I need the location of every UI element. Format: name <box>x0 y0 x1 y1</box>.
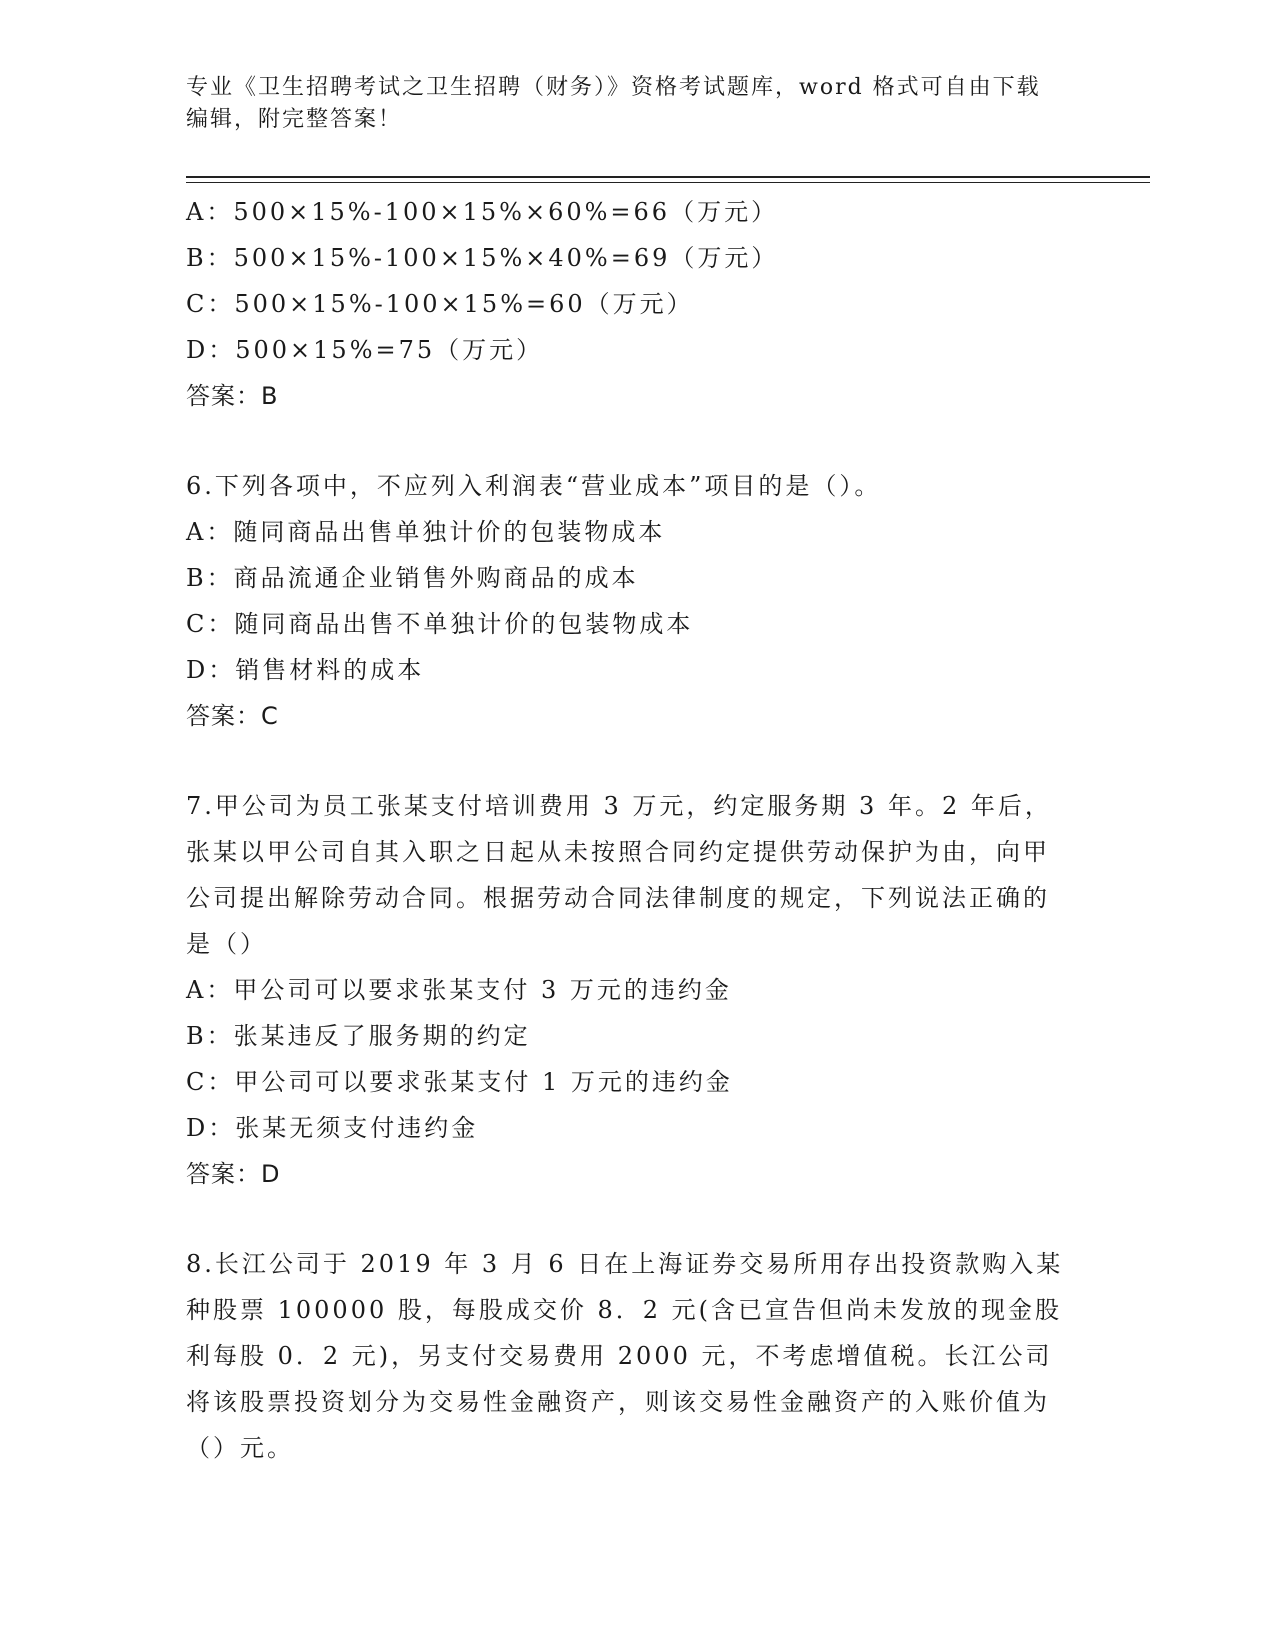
option-a: A：随同商品出售单独计价的包装物成本 <box>186 518 666 546</box>
answer-label: 答案：D <box>186 1160 281 1188</box>
question-stem: 6.下列各项中，不应列入利润表“营业成本”项目的是（）。 <box>186 472 882 500</box>
option-d: D：张某无须支付违约金 <box>186 1114 479 1142</box>
answer-label: 答案：B <box>186 382 279 410</box>
document-header <box>186 72 1066 136</box>
question-6 <box>186 463 1086 739</box>
option-b: B：张某违反了服务期的约定 <box>186 1022 531 1050</box>
header-divider-thick <box>186 176 1150 178</box>
option-d: D：500×15%=75（万元） <box>186 336 544 364</box>
header-line-1: 专业《卫生招聘考试之卫生招聘（财务）》资格考试题库，word 格式可自由下载 <box>186 75 1041 100</box>
question-list <box>186 189 1086 1471</box>
answer-label: 答案：C <box>186 702 279 730</box>
option-d: D：销售材料的成本 <box>186 656 425 684</box>
option-b: B：500×15%-100×15%×40%=69（万元） <box>186 244 779 272</box>
option-c: C：500×15%-100×15%=60（万元） <box>186 290 694 318</box>
option-a: A：甲公司可以要求张某支付 3 万元的违约金 <box>186 976 732 1004</box>
header-divider-thin <box>186 182 1150 183</box>
question-stem: 8.长江公司于 2019 年 3 月 6 日在上海证券交易所用存出投资款购入某种股票 100000 股，每股成交价 8．2 元(含已宣告但尚未发放的现金股利每股 0．2 元)，另支付交易费用 2000 元，不考虑增值税。长江公司将该股票投资划分为交易性金融资产，则该交易性金融资产的入账价值为（）元。 <box>186 1250 1064 1462</box>
option-b: B：商品流通企业销售外购商品的成本 <box>186 564 639 592</box>
question-5 <box>186 189 1086 419</box>
question-8 <box>186 1241 1086 1471</box>
option-c: C：随同商品出售不单独计价的包装物成本 <box>186 610 694 638</box>
option-a: A：500×15%-100×15%×60%=66（万元） <box>186 198 779 226</box>
question-stem: 7.甲公司为员工张某支付培训费用 3 万元，约定服务期 3 年。2 年后，张某以甲公司自其入职之日起从未按照合同约定提供劳动保护为由，向甲公司提出解除劳动合同。根据劳动合同法律制度的规定，下列说法正确的是（） <box>186 792 1052 958</box>
option-c: C：甲公司可以要求张某支付 1 万元的违约金 <box>186 1068 733 1096</box>
question-7 <box>186 783 1086 1197</box>
header-line-2: 编辑，附完整答案！ <box>186 107 403 132</box>
